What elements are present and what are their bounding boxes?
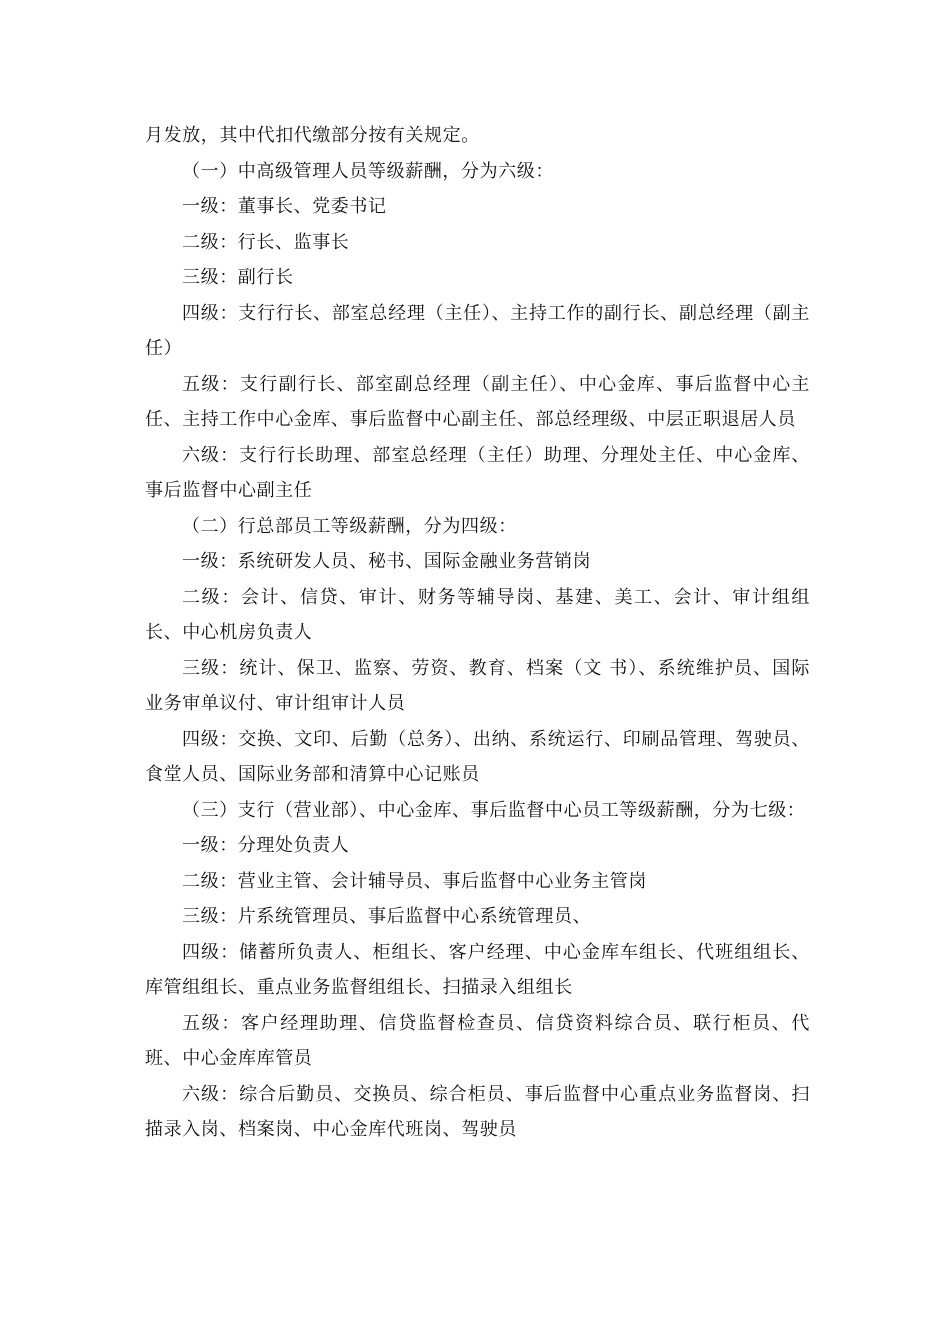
- grade-item: 一级：董事长、党委书记: [182, 196, 387, 217]
- grade-item: 六级：综合后勤员、交换员、综合柜员、事后监督中心重点业务监督岗、扫描录入岗、档案岗、中心金库代班岗、驾驶员: [145, 1083, 810, 1140]
- grade-item: 三级：统计、保卫、监察、劳资、教育、档案（文 书）、系统维护员、国际业务审单议付、审计组审计人员: [145, 657, 810, 714]
- grade-item: 一级：分理处负责人: [182, 835, 350, 856]
- grade-item: 二级：会计、信贷、审计、财务等辅导岗、基建、美工、会计、审计组组长、中心机房负责人: [145, 586, 810, 643]
- section-heading-senior-management: （一）中高级管理人员等级薪酬，分为六级：: [182, 160, 554, 182]
- grade-item: 三级：副行长: [182, 267, 294, 288]
- section-heading-head-office: （二）行总部员工等级薪酬，分为四级：: [182, 515, 517, 537]
- grade-item: 五级：支行副行长、部室副总经理（副主任）、中心金库、事后监督中心主任、主持工作中心金库、事后监督中心副主任、部总经理级、中层正职退居人员: [145, 373, 810, 430]
- grade-item: 四级：支行行长、部室总经理（主任）、主持工作的副行长、副总经理（副主任）: [145, 302, 810, 359]
- grade-item: 三级：片系统管理员、事后监督中心系统管理员、: [182, 906, 592, 927]
- grade-item: 六级：支行行长助理、部室总经理（主任）助理、分理处主任、中心金库、事后监督中心副主任: [145, 444, 810, 501]
- grade-item: 一级：系统研发人员、秘书、国际金融业务营销岗: [182, 551, 592, 572]
- paragraph-continuation: 月发放，其中代扣代缴部分按有关规定。: [145, 125, 480, 146]
- grade-item: 二级：行长、监事长: [182, 231, 350, 253]
- document-body: [145, 118, 810, 1148]
- grade-item: 五级：客户经理助理、信贷监督检查员、信贷资料综合员、联行柜员、代班、中心金库库管员: [145, 1012, 810, 1069]
- grade-item: 四级：储蓄所负责人、柜组长、客户经理、中心金库车组长、代班组组长、库管组组长、重点业务监督组组长、扫描录入组组长: [145, 941, 810, 998]
- grade-item: 四级：交换、文印、后勤（总务）、出纳、系统运行、印刷品管理、驾驶员、食堂人员、国际业务部和清算中心记账员: [145, 728, 810, 785]
- section-heading-branch-staff: （三）支行（营业部）、中心金库、事后监督中心员工等级薪酬，分为七级：: [182, 799, 806, 821]
- grade-item: 二级：营业主管、会计辅导员、事后监督中心业务主管岗: [182, 870, 647, 892]
